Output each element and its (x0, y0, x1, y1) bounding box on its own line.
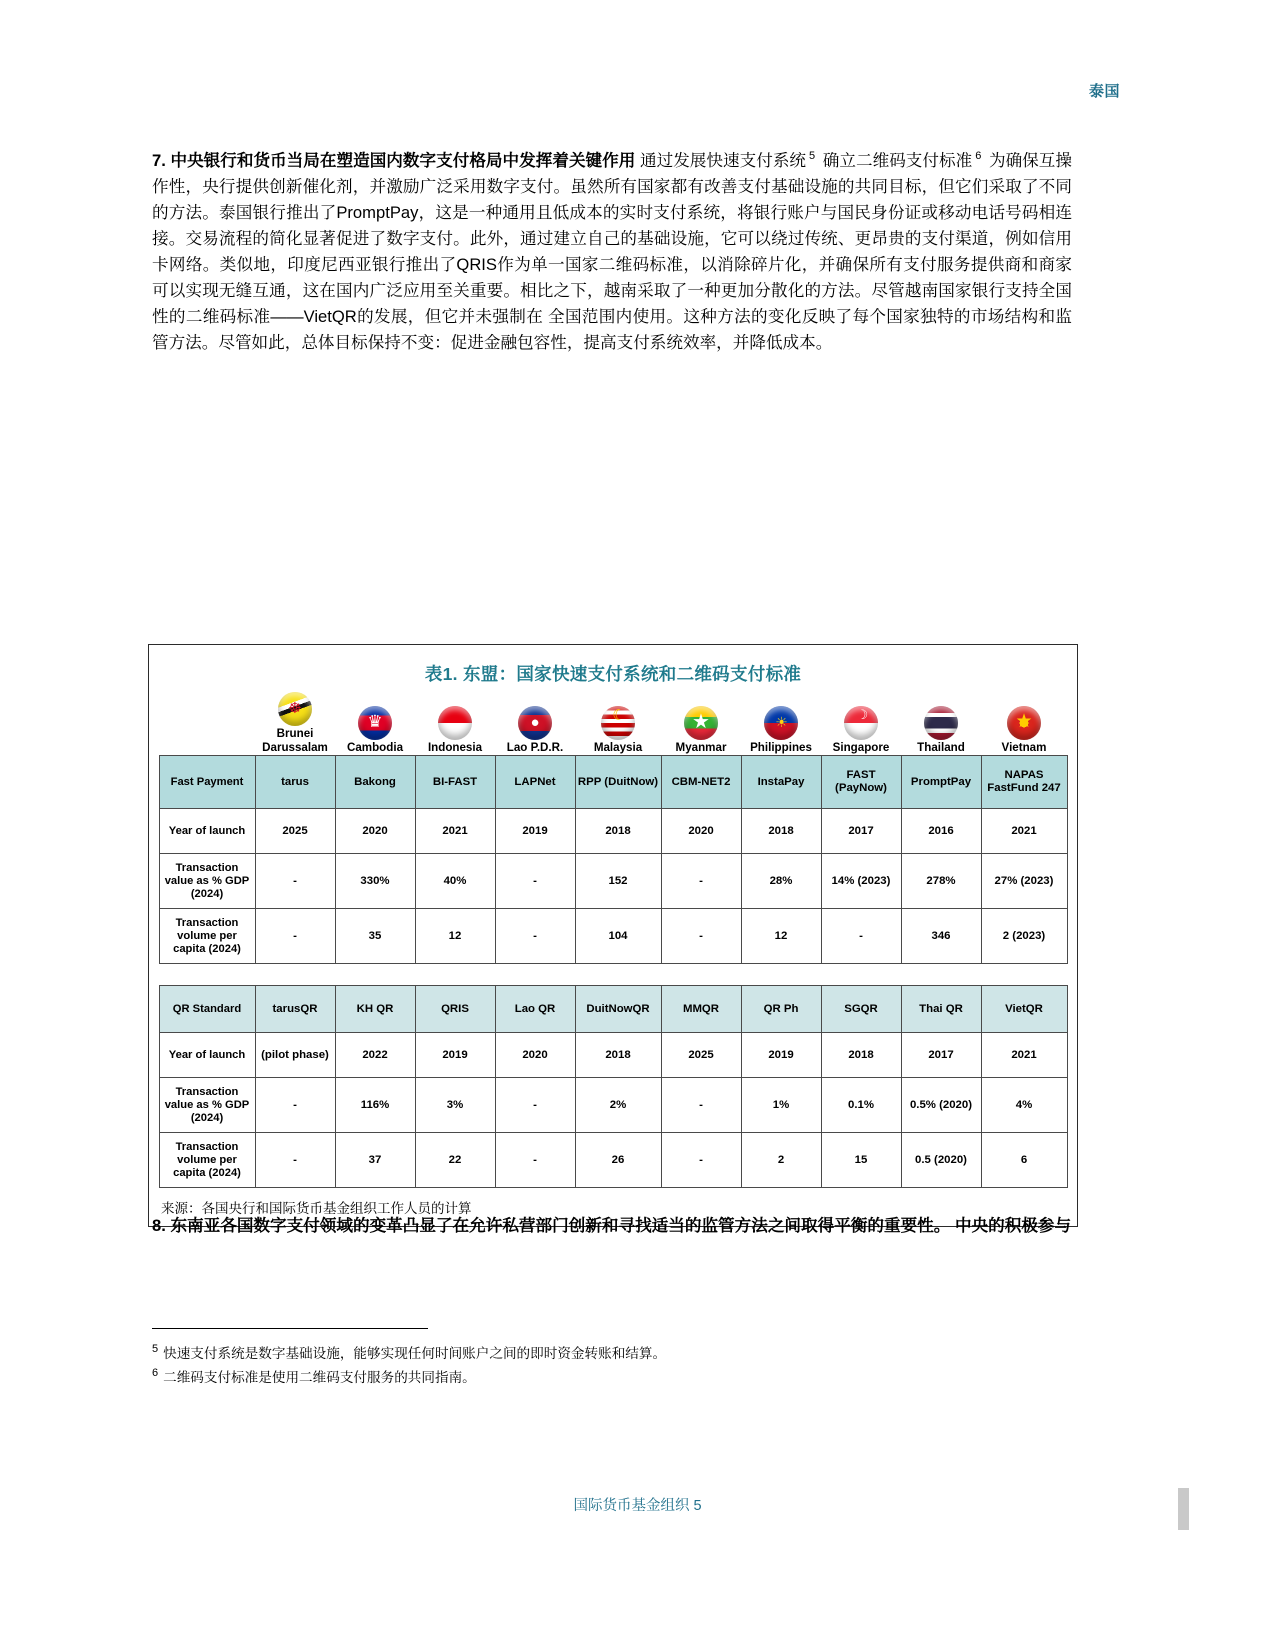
table-row (159, 1033, 1067, 1078)
brunei-flag-icon-emblem: ☸ (288, 700, 302, 717)
qr-standard-cell-r2-c8: 0.1% (821, 1078, 901, 1133)
country-name-line1: Thailand (917, 740, 965, 754)
qr-standard-cell-r1-c1: (pilot phase) (255, 1033, 335, 1078)
qr-standard-cell-r3-c6: - (661, 1133, 741, 1188)
qr-standard-cell-r1-c2: 2022 (335, 1033, 415, 1078)
fast-payment-system-10: NAPAS FastFund 247 (981, 756, 1067, 809)
table-row (159, 1078, 1067, 1133)
country-name-line1: Philippines (750, 740, 812, 754)
qr-standard-cell-r1-c8: 2018 (821, 1033, 901, 1078)
country-header-4 (495, 692, 575, 755)
table-row (159, 909, 1067, 964)
fast-payment-cell-r1-c9: 2016 (901, 809, 981, 854)
footnote-ref-5[interactable]: 5 (809, 150, 816, 163)
fast-payment-cell-r1-c7: 2018 (741, 809, 821, 854)
fast-payment-system-4: LAPNet (495, 756, 575, 809)
country-name-line1: Myanmar (675, 740, 727, 754)
footnote-6 (152, 1366, 1012, 1390)
paragraph-7-seg2: 确立二维码支付标准 (818, 151, 973, 170)
qr-standard-cell-r2-c4: - (495, 1078, 575, 1133)
philippines-flag-icon-emblem: ☀ (775, 713, 788, 730)
fast-payment-system-6: CBM-NET2 (661, 756, 741, 809)
qr-standard-cell-r3-c4: - (495, 1133, 575, 1188)
qr-standard-cell-r2-c1: - (255, 1078, 335, 1133)
fast-payment-cell-r1-c4: 2019 (495, 809, 575, 854)
page-edge-marker (1178, 1488, 1189, 1530)
country-name-line1: Lao P.D.R. (506, 740, 564, 754)
fast-payment-cell-r3-c7: 12 (741, 909, 821, 964)
paragraph-7-seg3: 为确保互操作性，央行提供创新催化剂，并激励广泛采用数字支付。虽然所有国家都有改善支付基础设施的共同目标，但它们采取了不同的方法。泰国银行推出了PromptPay，这是一种通用且低成本的实时支付系统，将银行账户与国民身份证或移动电话号码相连接。交易流程的简化显著促进了数字支付。此外，通过建立自己的基础设施，它可以绕过传统、更昂贵的支付渠道，例如信用卡网络。类似地，印度尼西亚银行推出了QRIS作为单一国家二维码标准，以消除碎片化，并确保所有支付服务提供商和商家可以实现无缝互通，这在国内广泛应用至关重要。相比之下，越南采取了一种更加分散化的方法。尽管越南国家银行支持全国性的二维码标准——VietQR的发展，但它并未强制在 全国范围内使用。这种方法的变化反映了每个国家独特的市场结构和监管方法。尽管如此，总体目标保持不变：促进金融包容性，提高支付系统效率，并降低成本。 (152, 151, 1072, 352)
country-header-5 (575, 692, 661, 755)
cambodia-flag-icon (358, 706, 392, 740)
qr-standard-header-row (159, 986, 1067, 1033)
qr-standard-cell-r1-c3: 2019 (415, 1033, 495, 1078)
country-header-8 (821, 692, 901, 755)
fast-payment-cell-r3-c1: - (255, 909, 335, 964)
country-header-9 (901, 692, 981, 755)
qr-standard-cell-r1-c10: 2021 (981, 1033, 1067, 1078)
fast-payment-cell-r2-c10: 27% (2023) (981, 854, 1067, 909)
qr-standard-system-4: Lao QR (495, 986, 575, 1033)
fast-payment-cell-r1-c3: 2021 (415, 809, 495, 854)
fast-payment-system-8: FAST (PayNow) (821, 756, 901, 809)
qr-standard-cell-r2-c2: 116% (335, 1078, 415, 1133)
qr-standard-cell-r3-c2: 37 (335, 1133, 415, 1188)
country-header-strip (159, 692, 1067, 755)
paragraph-8: 8. 东南亚各国数字支付领域的变革凸显了在允许私营部门创新和寻找适当的监管方法之间取得平衡的重要性。 中央的积极参与 (152, 1216, 1072, 1235)
qr-standard-system-8: SGQR (821, 986, 901, 1033)
thailand-flag-icon (924, 706, 958, 740)
qr-standard-system-2: KH QR (335, 986, 415, 1033)
table-title: 表1. 东盟：国家快速支付系统和二维码支付标准 (424, 664, 802, 684)
country-header-2 (335, 692, 415, 755)
fast-payment-cell-r2-c5: 152 (575, 854, 661, 909)
country-name-line1: Cambodia (346, 740, 404, 754)
fast-payment-system-2: Bakong (335, 756, 415, 809)
qr-standard-system-3: QRIS (415, 986, 495, 1033)
fast-payment-cell-r3-c6: - (661, 909, 741, 964)
footnote-number: 5 (152, 1343, 159, 1356)
qr-standard-cell-r2-c7: 1% (741, 1078, 821, 1133)
country-header-10 (981, 692, 1067, 755)
malaysia-flag-icon (601, 706, 635, 740)
country-name-line1: Brunei (276, 727, 314, 740)
qr-standard-row-label-2: Transaction value as % GDP (2024) (159, 1078, 255, 1133)
vietnam-flag-icon-emblem: ★ (1015, 710, 1033, 732)
fast-payment-cell-r3-c5: 104 (575, 909, 661, 964)
fast-payment-cell-r1-c8: 2017 (821, 809, 901, 854)
table-row (159, 854, 1067, 909)
fast-payment-cell-r3-c3: 12 (415, 909, 495, 964)
footnote-number: 6 (152, 1367, 159, 1380)
fast-payment-header-label: Fast Payment (159, 756, 255, 809)
vietnam-flag-icon (1007, 706, 1041, 740)
country-name-line2: Darussalam (262, 740, 328, 754)
laos-flag-icon (518, 706, 552, 740)
paragraph-7-seg1: 通过发展快速支付系统 (635, 151, 807, 170)
footnote-separator (152, 1328, 428, 1329)
qr-standard-system-9: Thai QR (901, 986, 981, 1033)
qr-standard-cell-r3-c1: - (255, 1133, 335, 1188)
country-header-1 (255, 692, 335, 755)
fast-payment-cell-r3-c9: 346 (901, 909, 981, 964)
fast-payment-cell-r2-c6: - (661, 854, 741, 909)
qr-standard-system-1: tarusQR (255, 986, 335, 1033)
fast-payment-system-1: tarus (255, 756, 335, 809)
qr-standard-cell-r1-c7: 2019 (741, 1033, 821, 1078)
country-header-6 (661, 692, 741, 755)
fast-payment-system-7: InstaPay (741, 756, 821, 809)
paragraph-7-lead: 7. 中央银行和货币当局在塑造国内数字支付格局中发挥着关键作用 (152, 151, 636, 170)
country-name-line1: Vietnam (1001, 740, 1047, 754)
fast-payment-table (159, 755, 1068, 964)
section-gap (159, 964, 1067, 985)
fast-payment-cell-r2-c1: - (255, 854, 335, 909)
fast-payment-cell-r1-c5: 2018 (575, 809, 661, 854)
philippines-flag-icon (764, 706, 798, 740)
singapore-flag-icon (844, 706, 878, 740)
fast-payment-cell-r2-c9: 278% (901, 854, 981, 909)
qr-standard-cell-r3-c3: 22 (415, 1133, 495, 1188)
qr-standard-row-label-1: Year of launch (159, 1033, 255, 1078)
fast-payment-system-5: RPP (DuitNow) (575, 756, 661, 809)
country-header-3 (415, 692, 495, 755)
fast-payment-cell-r2-c3: 40% (415, 854, 495, 909)
qr-standard-cell-r2-c6: - (661, 1078, 741, 1133)
country-name-line1: Malaysia (593, 740, 643, 754)
fast-payment-cell-r3-c4: - (495, 909, 575, 964)
brunei-flag-icon (278, 692, 312, 726)
fast-payment-cell-r3-c8: - (821, 909, 901, 964)
qr-standard-header-label: QR Standard (159, 986, 255, 1033)
fast-payment-cell-r2-c7: 28% (741, 854, 821, 909)
fast-payment-cell-r2-c2: 330% (335, 854, 415, 909)
header-corner-spacer (159, 692, 255, 755)
table-1-container (148, 644, 1078, 1227)
qr-standard-cell-r3-c7: 2 (741, 1133, 821, 1188)
malaysia-flag-icon-emblem: ☾ (612, 706, 626, 724)
fast-payment-header-row (159, 756, 1067, 809)
flag-row (159, 692, 1067, 755)
qr-standard-cell-r3-c8: 15 (821, 1133, 901, 1188)
fast-payment-cell-r3-c2: 35 (335, 909, 415, 964)
fast-payment-cell-r1-c1: 2025 (255, 809, 335, 854)
qr-standard-cell-r2-c3: 3% (415, 1078, 495, 1133)
table-row (159, 809, 1067, 854)
running-head: 泰国 (1088, 83, 1120, 100)
footnote-text: 快速支付系统是数字基础设施，能够实现任何时间账户之间的即时资金转账和结算。 (163, 1346, 667, 1361)
qr-standard-table (159, 985, 1068, 1188)
page-footer: 国际货币基金组织 5 (573, 1498, 702, 1514)
footnote-5 (152, 1342, 1012, 1366)
qr-standard-cell-r2-c9: 0.5% (2020) (901, 1078, 981, 1133)
qr-standard-cell-r3-c5: 26 (575, 1133, 661, 1188)
qr-standard-cell-r3-c10: 6 (981, 1133, 1067, 1188)
laos-flag-icon-emblem: ● (530, 713, 540, 731)
qr-standard-cell-r1-c5: 2018 (575, 1033, 661, 1078)
indonesia-flag-icon (438, 706, 472, 740)
table-source-note: 来源：各国央行和国际货币基金组织工作人员的计算 (161, 1201, 472, 1216)
fast-payment-row-label-3: Transaction volume per capita (2024) (159, 909, 255, 964)
qr-standard-row-label-3: Transaction volume per capita (2024) (159, 1133, 255, 1188)
qr-standard-system-5: DuitNowQR (575, 986, 661, 1033)
footnote-ref-6[interactable]: 6 (975, 150, 982, 163)
qr-standard-cell-r1-c6: 2025 (661, 1033, 741, 1078)
table-row (159, 1133, 1067, 1188)
qr-standard-cell-r2-c5: 2% (575, 1078, 661, 1133)
qr-standard-cell-r1-c9: 2017 (901, 1033, 981, 1078)
fast-payment-cell-r2-c4: - (495, 854, 575, 909)
fast-payment-system-3: BI-FAST (415, 756, 495, 809)
qr-standard-cell-r1-c4: 2020 (495, 1033, 575, 1078)
footnote-list (152, 1342, 1012, 1390)
qr-standard-cell-r3-c9: 0.5 (2020) (901, 1133, 981, 1188)
fast-payment-row-label-1: Year of launch (159, 809, 255, 854)
myanmar-flag-icon-emblem: ★ (692, 710, 710, 733)
qr-standard-system-6: MMQR (661, 986, 741, 1033)
fast-payment-cell-r3-c10: 2 (2023) (981, 909, 1067, 964)
qr-standard-cell-r2-c10: 4% (981, 1078, 1067, 1133)
cambodia-flag-icon-emblem: ♛ (367, 711, 383, 731)
fast-payment-system-9: PromptPay (901, 756, 981, 809)
country-header-7 (741, 692, 821, 755)
country-name-line1: Indonesia (427, 740, 483, 754)
qr-standard-system-10: VietQR (981, 986, 1067, 1033)
fast-payment-cell-r1-c2: 2020 (335, 809, 415, 854)
country-name-line1: Singapore (832, 740, 890, 754)
gap-table (159, 964, 1067, 985)
singapore-flag-icon-emblem: ☽ (856, 706, 869, 722)
fast-payment-cell-r1-c6: 2020 (661, 809, 741, 854)
fast-payment-cell-r2-c8: 14% (2023) (821, 854, 901, 909)
fast-payment-cell-r1-c10: 2021 (981, 809, 1067, 854)
myanmar-flag-icon (684, 706, 718, 740)
qr-standard-system-7: QR Ph (741, 986, 821, 1033)
paragraph-7 (152, 148, 1072, 356)
footnote-text: 二维码支付标准是使用二维码支付服务的共同指南。 (163, 1370, 476, 1385)
fast-payment-row-label-2: Transaction value as % GDP (2024) (159, 854, 255, 909)
